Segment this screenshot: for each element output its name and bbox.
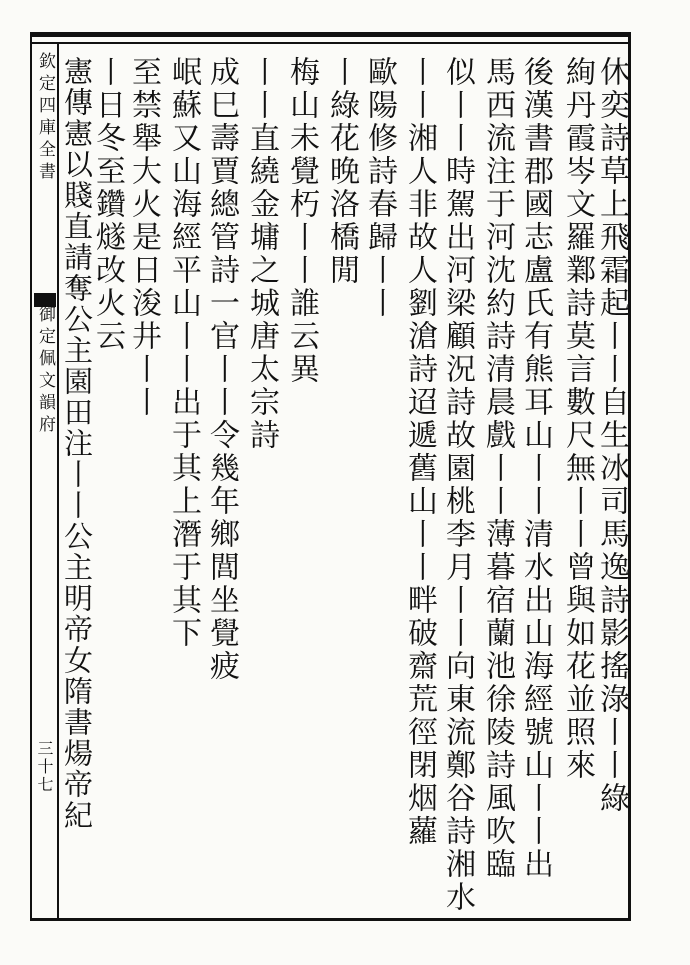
column-text: 岷蘇又山海經平山丨丨出于其上潛于其下 [166, 56, 201, 650]
text-column-2 [560, 56, 595, 916]
text-column-12 [166, 56, 201, 916]
column-text: 丨日冬至鑽燧改火云 [90, 56, 125, 353]
column-text: 丨丨湘人非故人劉滄詩迢遞舊山丨丨畔破齋荒徑閉烟蘿 [402, 56, 437, 848]
column-text: 後漢書郡國志盧氏有熊耳山丨丨清水出山海經號山丨丨出 [518, 56, 553, 881]
column-text: 馬西流注于河沈約詩清晨戲丨丨薄暮宿蘭池徐陵詩風吹臨 [480, 56, 515, 881]
text-column-3 [518, 56, 553, 916]
top-border-thick [30, 32, 630, 37]
top-border-thin [30, 42, 630, 44]
text-column-11 [204, 56, 239, 916]
column-text: 至禁舉大火是日浚井丨丨 [126, 56, 161, 419]
column-text: 梅山未覺朽丨丨誰云異 [284, 56, 319, 386]
text-column-9 [284, 56, 319, 916]
text-column-6 [402, 56, 437, 916]
left-border [30, 32, 32, 921]
column-text: 絢丹霞岑文羅鄴詩莫言數尺無丨丨曾與如花並照來 [560, 56, 595, 782]
text-column-4 [480, 56, 515, 916]
column-text: 休奕詩草上飛霜起丨丨自生冰司馬逸詩影搖淥丨丨綠 [594, 56, 629, 815]
text-column-1 [594, 56, 629, 916]
book-title: 御定佩文韻府 [35, 305, 55, 437]
collection-title: 欽定四庫全書 [35, 52, 55, 184]
text-column-14 [90, 56, 125, 916]
text-column-7 [362, 56, 397, 916]
text-column-13 [126, 56, 161, 916]
column-text: 憲傳憲以賤直請奪公主園田注丨丨公主明帝女隋書煬帝紀 [60, 56, 94, 831]
text-column-10 [244, 56, 279, 916]
column-text: 歐陽修詩春歸丨丨 [362, 56, 397, 320]
column-text: 似丨丨時駕出河梁顧況詩故園桃李月丨丨向東流鄭谷詩湘水 [440, 56, 475, 914]
text-column-8 [324, 56, 359, 916]
text-column-5 [440, 56, 475, 916]
column-text: 成巳壽賈總管詩一官丨丨令幾年鄉閭坐覺疲 [204, 56, 239, 683]
text-column-15 [60, 56, 94, 916]
margin-divider [57, 44, 59, 918]
bottom-border [30, 918, 630, 921]
column-text: 丨丨直繞金墉之城唐太宗詩 [244, 56, 279, 452]
page-number: 三十七 [35, 740, 54, 794]
column-text: 丨綠花晚洛橋閒 [324, 56, 359, 287]
